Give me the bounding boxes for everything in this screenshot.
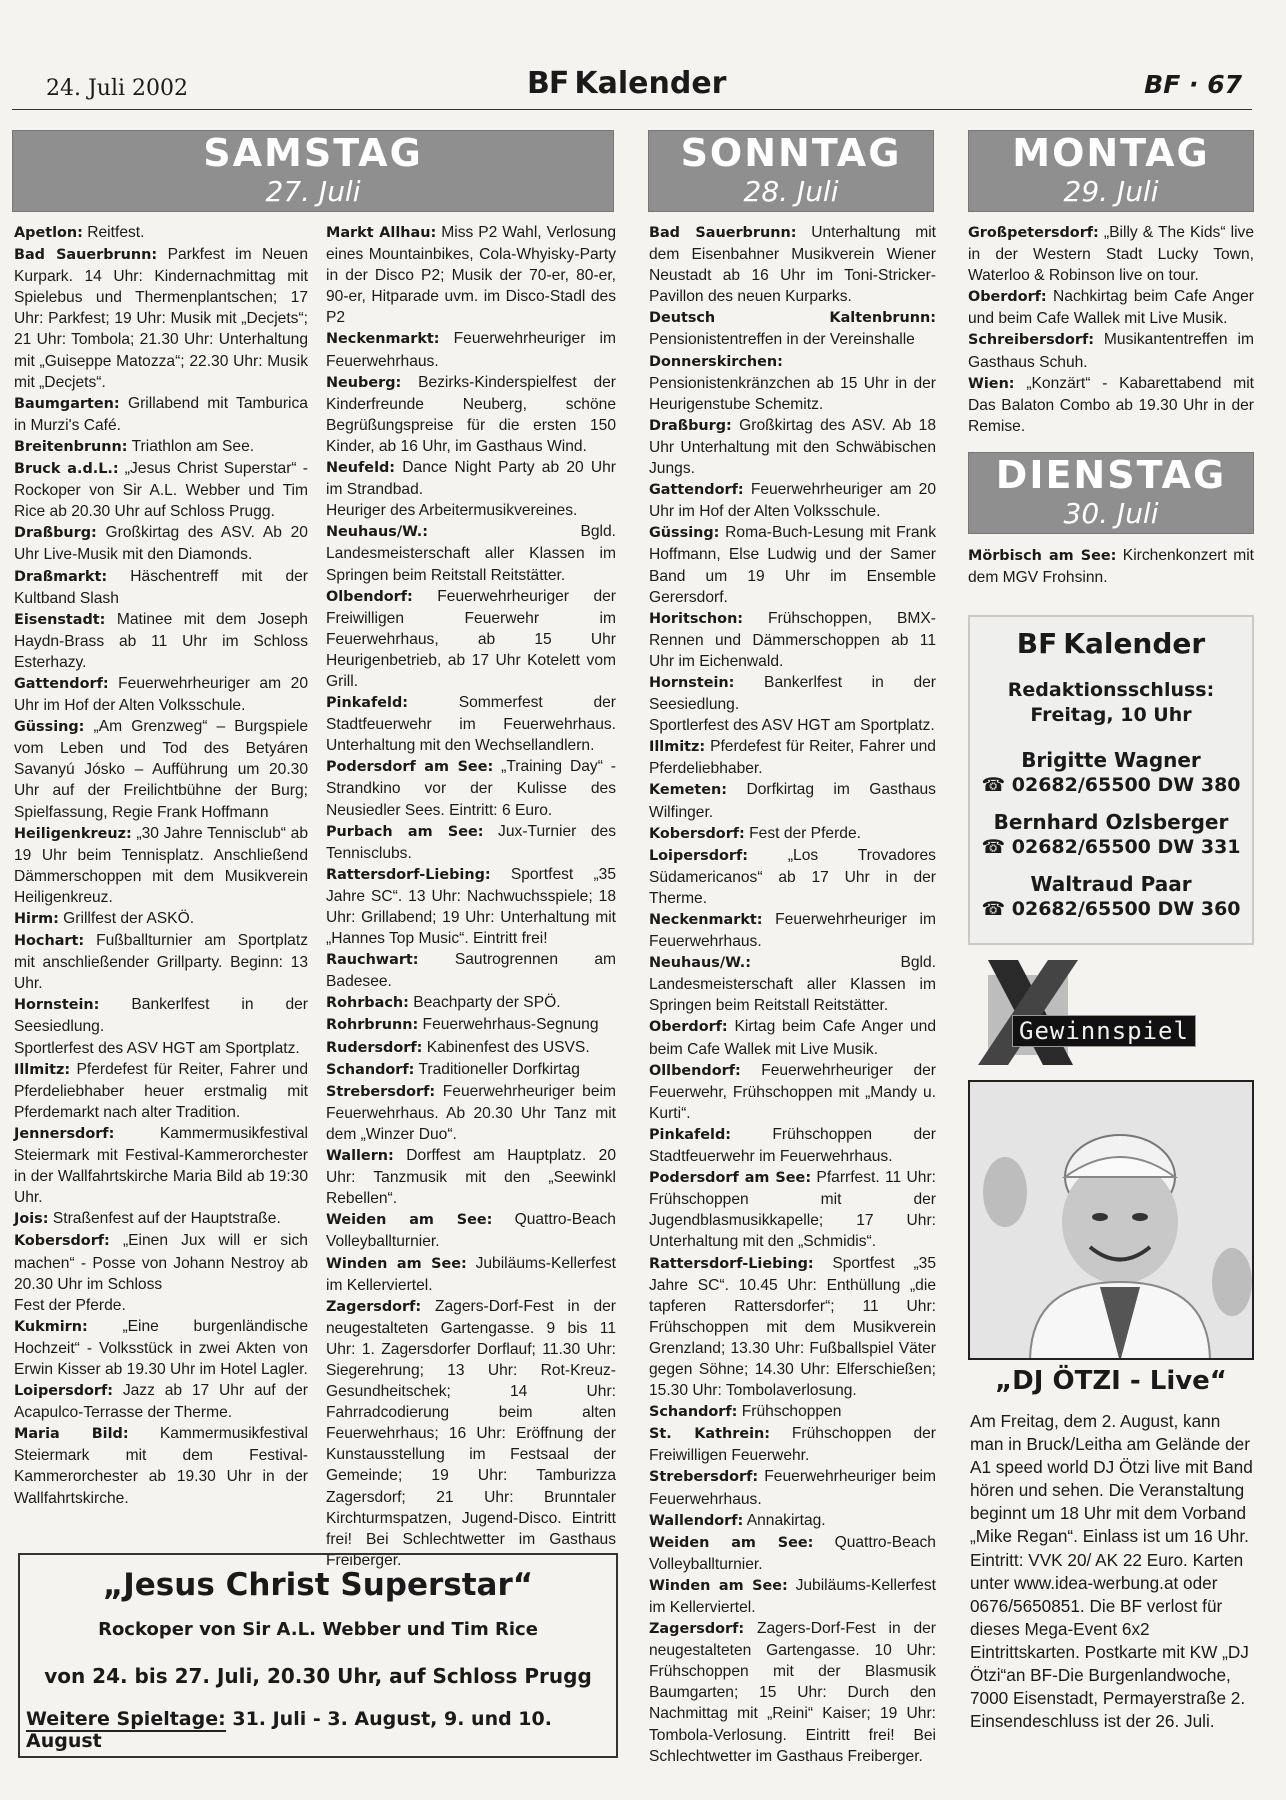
event-place: Hornstein: — [649, 674, 735, 691]
event-text: „Jesus Christ Superstar“ - Rockoper von Sir A.L. Webber und Tim Rice ab 20.30 Uhr auf Schloss Prugg. — [14, 460, 308, 521]
event-text: Zagers-Dorf-Fest in der neugestalteten Gartengasse. 9 bis 11 Uhr: 1. Zagersdorfer Dorflauf; 11.30 Uhr: Siegerehrung; 13 Uhr: Rot-Kreuz-Gesundheitschek; 14 Uhr: Fahrradcodierung beim alten Feuerwehrhaus; 16 Uhr: Eröffnung der Kunstausstellung im Festsaal der Gemeinde; 19 Uhr: Tamburizza Zagersdorf; 21 Uhr: Brunntaler Kirchturmspatzen, Jugend-Disco. Eintritt frei! Bei Schlechtwetter im Gasthaus Freiberger. — [326, 1297, 616, 1569]
event-place: Güssing: — [649, 525, 720, 542]
event-entry — [649, 672, 936, 715]
kalender-contact-box — [968, 615, 1254, 945]
event-text: Grillabend mit Tamburica in Murzi's Café. — [14, 394, 308, 434]
event-text: Miss P2 Wahl, Verlosung eines Mountainbikes, Cola-Whyisky-Party in der Disco P2; Musik der 70-er, 80-er, 90-er, Hitparade uvm. im Disco-Stadl des P2 — [326, 224, 616, 327]
event-place: Gattendorf: — [649, 482, 744, 499]
contact-name: Brigitte Wagner — [1021, 748, 1201, 772]
event-text: Feuerwehrheuriger der Freiwilligen Feuerwehr im Feuerwehrhaus, ab 15 Uhr Heurigenbetrieb, ab 17 Uhr Kotelett vom Grill. — [326, 587, 616, 690]
event-place: Donnerskirchen: — [649, 353, 783, 370]
event-text: „Einen Jux will er sich machen“ - Posse von Johann Nestroy ab 20.30 Uhr im Schloss — [14, 1232, 308, 1293]
event-entry — [649, 1618, 936, 1767]
event-text: Häschentreff mit der Kultband Slash — [14, 567, 308, 607]
event-entry — [14, 1038, 308, 1059]
event-text: Feuerwehrheuriger beim Feuerwehrhaus. Ab 20.30 Uhr Tanz mit dem „Winzer Duo“. — [326, 1082, 616, 1143]
page-number: BF · 67 — [1144, 70, 1242, 99]
event-text: Parkfest im Neuen Kurpark. 14 Uhr: Kindernachmittag mit Spielebus und Thermenplantschen; 17 Uhr: Parkfest; 19 Uhr: Musik mit „Decjets“; 21 Uhr: Tombola; 21.30 Uhr: Unterhaltung mit „Guiseppe Matozza“; 22.30 Uhr: Musik mit „Decjets“. — [14, 246, 308, 391]
event-entry — [326, 1209, 616, 1252]
event-place: Gattendorf: — [14, 675, 109, 692]
event-text: Pensionistentreffen in der Vereinshalle — [649, 331, 915, 349]
event-entry — [649, 415, 936, 479]
event-entry — [649, 779, 936, 822]
event-text: Feuerwehrheuriger der Feuerwehr, Frühschoppen mit „Mandy u. Kurti“. — [649, 1061, 936, 1122]
contact-phone: ☎ 02682/65500 DW 360 — [981, 898, 1241, 920]
event-entry — [968, 286, 1254, 329]
event-entry — [326, 222, 616, 328]
day-date: 30. Juli — [1063, 497, 1159, 530]
events-column-sonntag — [649, 222, 936, 1767]
event-entry — [326, 328, 616, 371]
event-text: Frühschoppen der Freiwilligen Feuerwehr. — [649, 1425, 936, 1465]
event-text: „Training Day“ - Strandkino vor der Kulisse des Neusiedler Sees. Eintritt: 6 Euro. — [326, 758, 616, 819]
event-text: Traditioneller Dorfkirtag — [418, 1060, 580, 1078]
event-entry — [649, 522, 936, 607]
event-place: Zagersdorf: — [649, 1621, 745, 1638]
event-place: Kukmirn: — [14, 1318, 88, 1335]
event-place: Zagersdorf: — [326, 1298, 422, 1315]
issue-date: 24. Juli 2002 — [46, 76, 189, 101]
event-entry — [14, 673, 308, 716]
ad-more-dates — [26, 1708, 616, 1752]
event-place: Olbendorf: — [326, 588, 413, 605]
event-entry — [649, 608, 936, 672]
event-entry — [649, 1423, 936, 1466]
event-text: Fest der Pferde. — [14, 1296, 126, 1314]
event-place: Großpetersdorf: — [968, 225, 1099, 241]
event-place: Draßburg: — [649, 417, 732, 434]
event-place: Schandorf: — [649, 1404, 738, 1421]
event-place: Kemeten: — [649, 782, 728, 799]
event-text: Pensionistenkränzchen ab 15 Uhr in der Heurigenstube Schemitz. — [649, 374, 936, 413]
event-text: Dance Night Party ab 20 Uhr im Strandbad. — [326, 459, 616, 499]
event-place: Güssing: — [14, 719, 85, 736]
event-entry — [14, 393, 308, 436]
event-place: Deutsch Kaltenbrunn: — [649, 310, 936, 327]
event-text: Jubiläums-Kellerfest im Kellerviertel. — [326, 1254, 616, 1294]
event-entry — [326, 992, 616, 1014]
event-place: Hirm: — [14, 911, 59, 927]
event-text: Feuerwehrheuriger am 20 Uhr im Hof der Alten Volksschule. — [14, 674, 308, 715]
event-text: Feuerwehrheuriger am 20 Uhr im Hof der Alten Volksschule. — [649, 481, 936, 521]
event-entry — [326, 949, 616, 992]
event-place: Rudersdorf: — [326, 1039, 423, 1056]
event-text: Heuriger des Arbeitermusikvereines. — [326, 502, 578, 520]
event-entry — [14, 908, 308, 930]
event-place: Mörbisch am See: — [968, 548, 1117, 564]
event-entry — [649, 1060, 936, 1124]
event-entry — [14, 1295, 308, 1316]
event-place: Winden am See: — [326, 1255, 467, 1272]
event-place: Neckenmarkt: — [649, 912, 763, 928]
event-text: Großkirtag des ASV. Ab 20 Uhr Live-Musik mit den Diamonds. — [14, 524, 308, 564]
event-place: Wallendorf: — [649, 1512, 744, 1529]
event-entry — [649, 845, 936, 909]
event-place: Markt Allhau: — [326, 225, 437, 241]
box-title-text: Kalender — [1063, 627, 1206, 660]
event-entry — [14, 1230, 308, 1294]
event-place: Jois: — [14, 1211, 49, 1228]
person-illustration — [970, 1082, 1254, 1360]
event-text: Kirtag beim Cafe Anger und beim Cafe Wallek mit Live Musik. — [649, 1018, 936, 1058]
event-text: „Am Grenzweg“ – Burgspiele vom Leben und Tod des Betyáren Savanyú Jósko – Aufführung um 20.30 Uhr auf der Freilichtbühne der Burg; Spielfassung, Regie Frank Hoffmann — [14, 718, 308, 821]
event-entry — [326, 1145, 616, 1209]
event-entry — [649, 952, 936, 1016]
event-entry — [14, 1059, 308, 1123]
more-dates-label: Weitere Spieltage: — [26, 1708, 226, 1730]
event-place: Hochart: — [14, 933, 85, 950]
event-entry — [649, 479, 936, 522]
event-text: „Eine burgenländische Hochzeit“ - Volksstück in zwei Akten von Erwin Kisser ab 19.30 Uhr im Hotel Lagler. — [14, 1317, 308, 1378]
event-entry — [649, 222, 936, 307]
day-date: 27. Juli — [265, 175, 361, 208]
event-place: Schreibersdorf: — [968, 332, 1094, 349]
event-text: Dorffest am Hauptplatz. 20 Uhr: Tanzmusik mit den „Seewinkl Rebellen“. — [326, 1147, 616, 1208]
gewinnspiel-banner — [978, 955, 1246, 1070]
event-text: Roma-Buch-Lesung mit Frank Hoffmann, Else Ludwig und der Samer Band um 19 Uhr im Ensemble Gerersdorf. — [649, 524, 936, 606]
event-text: Dorfkirtag im Gasthaus Wilfinger. — [649, 781, 936, 821]
event-entry — [649, 1575, 936, 1618]
event-place: Bruck a.d.L.: — [14, 461, 119, 478]
event-text: Kammermusikfestival Steiermark mit dem Festival-Kammerorchester ab 19.30 Uhr in der Wallfahrtskirche. — [14, 1425, 308, 1507]
event-text: Fußballturnier am Sportplatz mit anschließender Grillparty. Beginn: 13 Uhr. — [14, 932, 308, 993]
ad-title: „Jesus Christ Superstar“ — [102, 1567, 534, 1603]
section-title-text: Kalender — [574, 66, 727, 101]
otzi-description: Am Freitag, dem 2. August, kann man in Bruck/Leitha am Gelände der A1 speed world DJ Ötzi live mit Band hören und sehen. Die Veranstaltung beginnt um 18 Uhr mit dem Vorband „Mike Regan“. Einlass ist um 16 Uhr. Eintritt: VVK 20/ AK 22 Euro. Karten unter www.idea-werbung.at oder 0676/5650851. Die BF verlost für dieses Mega-Event 6x2 Eintrittskarten. Postkarte mit KW „DJ Ötzi“an BF-Die Burgenlandwoche, 7000 Eisenstadt, Permayerstraße 2. Einsendeschluss ist der 26. Juli. — [970, 1411, 1253, 1732]
event-entry — [14, 930, 308, 994]
bf-logo: BF — [1016, 627, 1058, 660]
day-header-sonntag — [648, 130, 934, 212]
event-place: Loipersdorf: — [649, 847, 749, 864]
event-text: Annakirtag. — [746, 1511, 826, 1529]
day-name: DIENSTAG — [995, 453, 1227, 497]
event-entry — [14, 716, 308, 822]
event-entry — [326, 692, 616, 756]
event-entry — [968, 329, 1254, 372]
event-place: Neufeld: — [326, 460, 396, 477]
event-text: „30 Jahre Tennisclub“ ab 19 Uhr beim Tennisplatz. Anschließend Dämmerschoppen mit dem Musikverein Heiligenkreuz. — [14, 824, 308, 906]
event-place: Apetlon: — [14, 225, 83, 241]
event-text: Feuerwehrhaus-Segnung — [422, 1016, 599, 1034]
event-entry — [649, 715, 936, 736]
page-header — [12, 60, 1252, 110]
event-entry — [326, 864, 616, 949]
event-entry — [14, 1423, 308, 1508]
events-column-samstag-right — [326, 222, 616, 1571]
event-entry — [14, 994, 308, 1037]
event-entry — [649, 1253, 936, 1402]
day-name: SONNTAG — [680, 131, 902, 175]
event-text: Bankerlfest in der Seesiedlung. — [14, 996, 308, 1036]
event-place: Kobersdorf: — [649, 825, 745, 842]
event-entry — [14, 1208, 308, 1230]
event-text: Quattro-Beach Volleyballturnier. — [326, 1211, 616, 1251]
event-text: Jubiläums-Kellerfest im Kellerviertel. — [649, 1576, 936, 1616]
event-place: Neuhaus/W.: — [649, 955, 751, 972]
event-text: Pferdefest für Reiter, Fahrer und Pferdeliebhaber. — [649, 738, 936, 778]
ad-subtitle: Rockoper von Sir A.L. Webber und Tim Rice — [98, 1619, 538, 1640]
event-place: Ollbendorf: — [649, 1062, 741, 1079]
event-place: Horitschon: — [649, 610, 744, 627]
event-place: Podersdorf am See: — [326, 759, 494, 776]
event-entry — [649, 1016, 936, 1059]
ad-dates: von 24. bis 27. Juli, 20.30 Uhr, auf Schloss Prugg — [44, 1664, 592, 1688]
event-entry — [14, 458, 308, 522]
event-text: Bankerlfest in der Seesiedlung. — [649, 673, 936, 714]
day-name: MONTAG — [1012, 131, 1210, 175]
event-text: Pfarrfest. 11 Uhr: Frühschoppen mit der Jugendblasmusikkapelle; 17 Uhr: Unterhaltung mit den „Schmidis“. — [649, 1169, 936, 1251]
x-mark-graphic — [978, 955, 1246, 1070]
superstar-ad-box — [18, 1553, 618, 1758]
event-text: Straßenfest auf der Hauptstraße. — [52, 1210, 281, 1228]
day-date: 29. Juli — [1063, 175, 1159, 208]
event-place: Hornstein: — [14, 997, 100, 1014]
event-text: Musikantentreffen im Gasthaus Schuh. — [968, 331, 1254, 371]
box-title — [970, 627, 1252, 660]
event-entry — [326, 500, 616, 521]
event-text: Bezirks-Kinderspielfest der Kinderfreunde Neuberg, schöne Begrüßungspreise für die ersten 150 Kinder, ab 16 Uhr, im Gasthaus Wind. — [326, 373, 616, 455]
deadline-value: Freitag, 10 Uhr — [1030, 704, 1192, 726]
event-place: Jennersdorf: — [14, 1125, 115, 1142]
event-entry — [14, 823, 308, 908]
event-entry — [649, 823, 936, 845]
event-text: Kirchenkonzert mit dem MGV Frohsinn. — [968, 547, 1254, 587]
event-entry — [14, 1316, 308, 1380]
event-text: Frühschoppen — [741, 1403, 842, 1421]
event-text: Sportlerfest des ASV HGT am Sportplatz. — [649, 717, 935, 735]
event-place: Loipersdorf: — [14, 1383, 114, 1400]
event-entry — [649, 1124, 936, 1167]
event-entry — [649, 1167, 936, 1252]
event-text: Kammermusikfestival Steiermark mit Festival-Kammerorchester in der Wallfahrtskirche Maria Bild ab 19:30 Uhr. — [14, 1124, 308, 1207]
event-place: Rattersdorf-Liebing: — [326, 866, 491, 883]
events-column-dienstag — [968, 545, 1254, 588]
contact-phone: ☎ 02682/65500 DW 380 — [981, 774, 1241, 796]
event-text: Frühschoppen, BMX-Rennen und Dämmerschoppen ab 11 Uhr im Eichenwald. — [649, 609, 936, 670]
event-place: Weiden am See: — [649, 1534, 814, 1551]
event-text: Frühschoppen der Stadtfeuerwehr im Feuerwehrhaus. — [649, 1125, 936, 1166]
event-place: Oberdorf: — [968, 289, 1047, 306]
section-title — [527, 66, 726, 101]
otzi-title: „DJ ÖTZI - Live“ — [995, 1366, 1227, 1396]
day-header-montag — [968, 130, 1254, 212]
event-text: „Konzärt“ - Kabarettabend mit Das Balaton Combo ab 19.30 Uhr in der Remise. — [968, 374, 1254, 435]
event-place: Rattersdorf-Liebing: — [649, 1255, 814, 1272]
event-text: Bgld. Landesmeisterschaft aller Klassen im Springen beim Reitstall Reitstätter. — [326, 523, 616, 584]
event-entry — [326, 1037, 616, 1059]
day-name: SAMSTAG — [203, 131, 423, 175]
event-place: St. Kathrein: — [649, 1426, 771, 1443]
event-entry — [649, 1532, 936, 1575]
event-place: Weiden am See: — [326, 1212, 493, 1229]
event-entry — [968, 222, 1254, 286]
event-place: Draßburg: — [14, 525, 97, 542]
event-entry — [649, 736, 936, 779]
event-text: Feuerwehrheuriger im Feuerwehrhaus. — [326, 330, 616, 370]
bf-logo: BF — [527, 66, 569, 101]
event-text: Jazz ab 17 Uhr auf der Acapulco-Terrasse der Therme. — [14, 1382, 308, 1422]
event-place: Illmitz: — [14, 1061, 71, 1078]
event-entry — [649, 1510, 936, 1532]
event-place: Bad Sauerbrunn: — [14, 247, 158, 264]
event-text: Quattro-Beach Volleyballturnier. — [649, 1533, 936, 1573]
event-place: Neuberg: — [326, 374, 402, 391]
event-text: Unterhaltung mit dem Eisenbahner Musikverein Wiener Neustadt ab 16 Uhr im Toni-Stricker-Pavillon des neuen Kurparks. — [649, 224, 936, 306]
event-place: Baumgarten: — [14, 395, 120, 412]
event-entry — [326, 821, 616, 864]
event-entry — [649, 307, 936, 350]
event-entry — [14, 566, 308, 609]
event-place: Strebersdorf: — [649, 1469, 759, 1486]
event-entry — [14, 244, 308, 393]
event-entry — [326, 1059, 616, 1081]
event-text: Grillfest der ASKÖ. — [63, 910, 195, 927]
event-place: Bad Sauerbrunn: — [649, 225, 797, 241]
event-text: Bgld. Landesmeisterschaft aller Klassen im Springen beim Reitstall Reitstätter. — [649, 954, 936, 1015]
event-text: Reitfest. — [87, 224, 145, 241]
event-place: Draßmarkt: — [14, 568, 108, 585]
event-entry — [326, 586, 616, 692]
event-place: Oberdorf: — [649, 1019, 728, 1036]
event-place: Wien: — [968, 375, 1015, 392]
event-text: „Billy & The Kids“ live in der Western Stadt Lucky Town, Waterloo & Robinson live on tour. — [968, 224, 1255, 285]
event-text: Pferdefest für Reiter, Fahrer und Pferdeliebhaber heuer erstmalig mit Pferdemarkt nach alter Tradition. — [14, 1060, 308, 1121]
event-text: „Los Trovadores Südamericanos“ ab 17 Uhr in der Therme. — [649, 846, 936, 907]
event-entry — [14, 1380, 308, 1423]
event-entry — [649, 909, 936, 952]
event-text: Beachparty der SPÖ. — [413, 994, 561, 1012]
event-entry — [968, 373, 1254, 437]
event-place: Purbach am See: — [326, 823, 484, 840]
event-place: Heiligenkreuz: — [14, 825, 132, 842]
day-header-samstag — [12, 130, 614, 212]
event-entry — [326, 756, 616, 820]
event-text: Nachkirtag beim Cafe Anger und beim Cafe Wallek mit Live Musik. — [968, 288, 1254, 328]
event-text: Sportfest „35 Jahre SC“. 13 Uhr: Nachwuchsspiele; 18 Uhr: Grillabend; 19 Uhr: Unterhaltung mit „Hannes Top Music“. Eintritt frei! — [326, 865, 616, 948]
event-text: Sommerfest der Stadtfeuerwehr im Feuerwehrhaus. Unterhaltung mit den Wechsellandlern. — [326, 694, 616, 755]
contact-phone: ☎ 02682/65500 DW 331 — [981, 836, 1241, 858]
event-place: Rauchwart: — [326, 952, 419, 969]
event-place: Illmitz: — [649, 739, 706, 756]
event-text: Großkirtag des ASV. Ab 18 Uhr Unterhaltung mit den Schwäbischen Jungs. — [649, 416, 936, 478]
event-text: Sautrogrennen am Badesee. — [326, 951, 616, 991]
event-text: Sportfest „35 Jahre SC“. 10.45 Uhr: Enthüllung „die tapferen Rattersdorfer“; 11 Uhr: Frühschoppen mit dem Musikverein Grenzland; 13.30 Uhr: Fußballspiel Väter gegen Söhne; 14.30 Uhr: Elferschießen; 15.30 Uhr: Tombolaverlosung. — [649, 1254, 936, 1400]
event-entry — [326, 1081, 616, 1145]
contact-name: Bernhard Ozlsberger — [993, 810, 1229, 834]
event-entry — [326, 372, 616, 457]
event-place: Winden am See: — [649, 1577, 788, 1594]
event-entry — [326, 1253, 616, 1296]
dj-otzi-photo — [968, 1080, 1254, 1360]
event-entry — [14, 222, 308, 244]
event-entry — [14, 522, 308, 565]
event-entry — [14, 436, 308, 458]
event-place: Schandorf: — [326, 1061, 415, 1078]
event-entry — [649, 1401, 936, 1423]
event-entry — [649, 1466, 936, 1509]
event-entry — [14, 609, 308, 673]
event-text: Feuerwehrheuriger beim Feuerwehrhaus. — [649, 1468, 936, 1508]
event-place: Rohrbach: — [326, 995, 409, 1012]
event-text: Matinee mit dem Joseph Haydn-Brass ab 11 Uhr im Schloss Esterhazy. — [14, 610, 308, 671]
event-text: Fest der Pferde. — [749, 824, 861, 842]
event-entry — [326, 521, 616, 585]
event-place: Strebersdorf: — [326, 1083, 436, 1100]
event-entry — [326, 457, 616, 500]
event-text: Zagers-Dorf-Fest in der neugestalteten Gartengasse. 10 Uhr: Frühschoppen mit der Blasmusik Baumgarten; 15 Uhr: Durch den Nachmittag mit „Reini“ Kaiser; 19 Uhr: Tombola-Verlosung. Eintritt frei! Bei Schlechtwetter im Gasthaus Freiberger. — [649, 1620, 936, 1765]
event-entry — [14, 1123, 308, 1208]
event-entry — [326, 1014, 616, 1036]
event-entry — [649, 351, 936, 415]
event-place: Breitenbrunn: — [14, 438, 128, 455]
event-place: Wallern: — [326, 1148, 394, 1165]
event-entry — [326, 1296, 616, 1571]
deadline-label: Redaktionsschluss: — [1007, 679, 1215, 701]
event-place: Maria Bild: — [14, 1426, 129, 1443]
event-entry — [968, 545, 1254, 588]
day-header-dienstag — [968, 452, 1254, 534]
event-place: Pinkafeld: — [649, 1126, 732, 1143]
contact-name: Waltraud Paar — [1030, 872, 1192, 896]
event-place: Pinkafeld: — [326, 695, 409, 712]
event-text: Sportlerfest des ASV HGT am Sportplatz. — [14, 1039, 300, 1057]
event-text: Triathlon am See. — [131, 437, 255, 455]
event-place: Eisenstadt: — [14, 611, 106, 628]
gewinnspiel-label: Gewinnspiel — [1012, 1015, 1196, 1047]
event-place: Neuhaus/W.: — [326, 524, 428, 541]
event-place: Kobersdorf: — [14, 1233, 110, 1250]
deadline — [970, 678, 1252, 728]
event-place: Podersdorf am See: — [649, 1170, 812, 1187]
more-dates-text: 31. Juli - 3. August, 9. und 10. August — [26, 1708, 552, 1752]
event-text: Jux-Turnier des Tennisclubs. — [326, 822, 617, 862]
events-column-montag — [968, 222, 1254, 437]
event-place: Neckenmarkt: — [326, 331, 440, 348]
day-date: 28. Juli — [743, 175, 839, 208]
event-text: Feuerwehrheuriger im Feuerwehrhaus. — [649, 911, 936, 951]
events-column-samstag-left — [14, 222, 308, 1509]
event-place: Rohrbrunn: — [326, 1017, 419, 1034]
event-text: Kabinenfest des USVS. — [426, 1038, 590, 1056]
